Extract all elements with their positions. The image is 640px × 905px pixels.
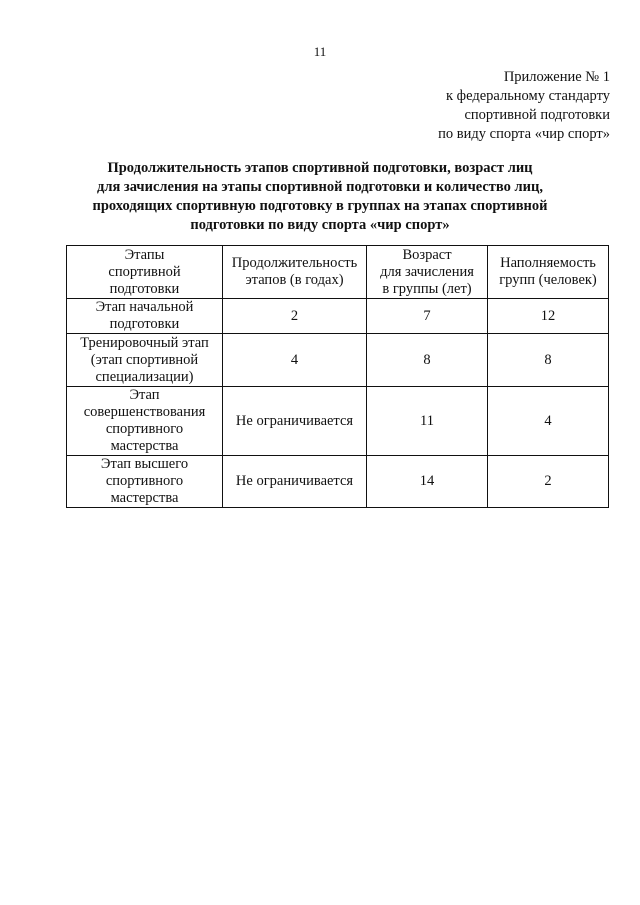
cell-occupancy: 2 [488, 456, 609, 508]
cell-duration: Не ограничивается [223, 387, 367, 456]
appendix-line: Приложение № 1 [503, 69, 610, 85]
header-occupancy: Наполняемость групп (человек) [488, 246, 609, 299]
cell-duration: Не ограничивается [223, 456, 367, 508]
table-row [67, 299, 609, 334]
table-row [67, 387, 609, 456]
cell-stage: Тренировочный этап (этап спортивной специализации) [67, 334, 223, 387]
cell-occupancy: 8 [488, 334, 609, 387]
header-duration: Продолжительность этапов (в годах) [223, 246, 367, 299]
header-stages: Этапы спортивной подготовки [67, 246, 223, 299]
appendix-line: спортивной подготовки [464, 107, 610, 123]
cell-occupancy: 4 [488, 387, 609, 456]
cell-age: 11 [367, 387, 488, 456]
document-title [70, 159, 570, 235]
header-age: Возраст для зачисления в группы (лет) [367, 246, 488, 299]
cell-duration: 4 [223, 334, 367, 387]
cell-age: 8 [367, 334, 488, 387]
table-row [67, 456, 609, 508]
cell-age: 7 [367, 299, 488, 334]
appendix-block [350, 68, 610, 144]
appendix-line: по виду спорта «чир спорт» [438, 126, 610, 142]
table-row [67, 334, 609, 387]
appendix-line: к федеральному стандарту [446, 88, 610, 104]
cell-duration: 2 [223, 299, 367, 334]
cell-stage: Этап совершенствования спортивного мастерства [67, 387, 223, 456]
table-header-row [67, 246, 609, 299]
title-line: Продолжительность этапов спортивной подготовки, возраст лиц [107, 160, 533, 176]
cell-occupancy: 12 [488, 299, 609, 334]
title-line: проходящих спортивную подготовку в группах на этапах спортивной [92, 198, 548, 214]
stages-table [66, 245, 609, 508]
title-line: подготовки по виду спорта «чир спорт» [190, 217, 450, 233]
cell-stage: Этап начальной подготовки [67, 299, 223, 334]
cell-stage: Этап высшего спортивного мастерства [67, 456, 223, 508]
page-number: 11 [313, 44, 327, 59]
title-line: для зачисления на этапы спортивной подготовки и количество лиц, [96, 179, 544, 195]
cell-age: 14 [367, 456, 488, 508]
